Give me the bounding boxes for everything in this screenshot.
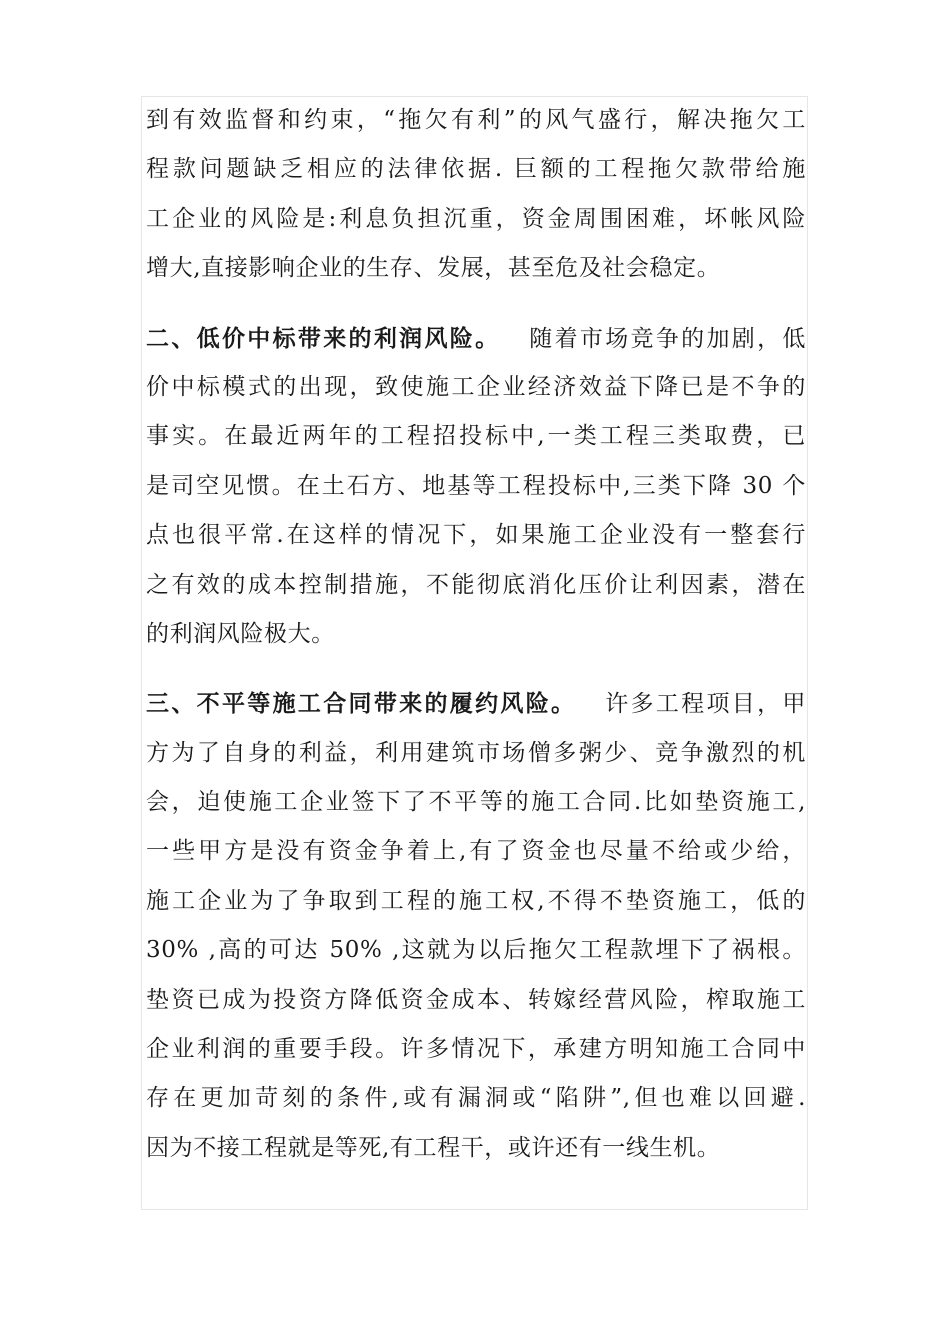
text-line: 到有效监督和约束，“拖欠有利”的风气盛行，解决拖欠工 (146, 107, 806, 133)
text-line: 之有效的成本控制措施，不能彻底消化压价让利因素，潜在 (146, 571, 806, 598)
text-line: 一些甲方是没有资金争着上,有了资金也尽量不给或少给， (146, 838, 806, 865)
text-line: 增大,直接影响企业的生存、发展，甚至危及社会稳定。 (146, 255, 721, 282)
paragraph-2 (146, 314, 806, 660)
text-line: 程款问题缺乏相应的法律依据. 巨额的工程拖欠款带给施 (146, 156, 806, 183)
paragraph-gap (146, 659, 806, 679)
text-line: 点也很平常.在这样的情况下，如果施工企业没有一整套行 (146, 522, 806, 549)
text-line: 会，迫使施工企业签下了不平等的施工合同.比如垫资施工, (146, 789, 806, 816)
text-line: 的利润风险极大。 (146, 620, 335, 647)
document-body (146, 96, 806, 1173)
text-line: 垫资已成为投资方降低资金成本、转嫁经营风险，榨取施工 (146, 986, 806, 1013)
text-line: 企业利润的重要手段。许多情况下，承建方明知施工合同中 (146, 1036, 806, 1063)
text-line: 工企业的风险是:利息负担沉重，资金周围困难，坏帐风险 (146, 205, 806, 232)
text-line: 30% ,高的可达 50% ,这就为以后拖欠工程款埋下了祸根。 (146, 937, 806, 964)
text-span: 随着市场竞争的加剧，低 (529, 325, 806, 352)
text-line: 施工企业为了争取到工程的施工权,不得不垫资施工，低的 (146, 887, 806, 914)
section-heading: 二、低价中标带来的利润风险。 (146, 324, 501, 352)
text-line: 存在更加苛刻的条件,或有漏洞或“陷阱”,但也难以回避. (146, 1085, 806, 1112)
text-line: 价中标模式的出现，致使施工企业经济效益下降已是不争的 (146, 373, 806, 400)
text-line: 方为了自身的利益，利用建筑市场僧多粥少、竞争激烈的机 (146, 739, 806, 766)
text-line: 因为不接工程就是等死,有工程干，或许还有一线生机。 (146, 1134, 721, 1161)
text-line: 事实。在最近两年的工程招投标中,一类工程三类取费，已 (146, 423, 806, 450)
paragraph-gap (146, 294, 806, 314)
section-heading: 三、不平等施工合同带来的履约风险。 (146, 690, 577, 718)
text-span: 许多工程项目，甲 (605, 691, 806, 718)
text-line-with-heading (146, 679, 806, 728)
paragraph-1 (146, 96, 806, 294)
text-line-with-heading (146, 314, 806, 363)
text-line: 是司空见惯。在土石方、地基等工程投标中,三类下降 30 个 (146, 472, 806, 499)
paragraph-3 (146, 679, 806, 1173)
